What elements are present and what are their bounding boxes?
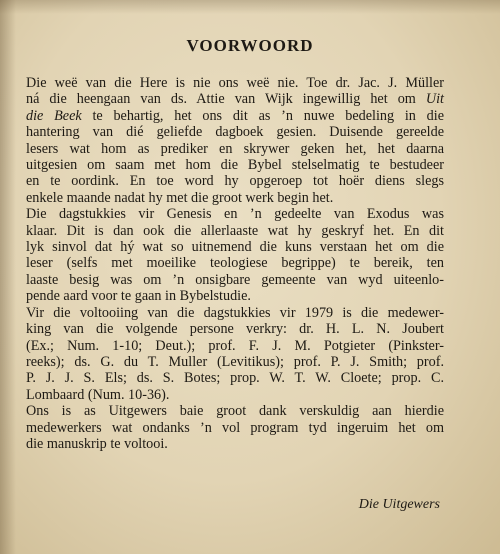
text-line: medewerkers wat ondanks ’n vol program tyd ingeruim het om xyxy=(26,419,444,436)
text-line: en te oordink. En toe word hy opgeroep tot hoër diens slegs xyxy=(26,173,444,190)
text-line: uitgesien om saam met hom die Bybel stelselmatig te bestudeer xyxy=(26,157,444,174)
text-line: Die weë van die Here is nie ons weë nie. Toe dr. Jac. J. Müller xyxy=(26,75,444,91)
text-line: laaste besig was om ’n onsigbare gemeente van wyd uiteenlo- xyxy=(26,271,444,288)
text-line: leser (selfs met moeilike teologiese begrippe) te bereik, ten xyxy=(26,255,444,272)
text-line: klaar. Dit is dan ook die allerlaaste wat hy geskryf het. En dit xyxy=(26,222,444,239)
foreword-text xyxy=(26,75,444,452)
page-gutter-shadow xyxy=(0,0,16,554)
text-line: die Beek te behartig, het ons dit as ’n nuwe bedeling in die xyxy=(26,107,444,124)
publisher-signature: Die Uitgewers xyxy=(358,497,440,512)
text-line: Lombaard (Num. 10-36). xyxy=(26,386,170,403)
text-line: enkele maande nadat hy met die groot werk begin het. xyxy=(26,189,334,206)
text-line: Ons is as Uitgewers baie groot dank verskuldig aan hierdie xyxy=(26,403,444,420)
text-line: reeks); ds. G. du T. Muller (Levitikus); prof. P. J. Smith; prof. xyxy=(26,353,444,370)
text-line: Die dagstukkies vir Genesis en ’n gedeelte van Exodus was xyxy=(26,206,444,223)
page-title: VOORWOORD xyxy=(186,36,314,55)
text-line: Vir die voltooiing van die dagstukkies vir 1979 is die medewer- xyxy=(26,304,444,321)
text-line: lesers wat hom as prediker en skrywer geken het, het daarna xyxy=(26,140,444,157)
text-line: lyk sinvol dat hý wat so uitnemend die kuns verstaan het om die xyxy=(26,239,444,256)
text-line: P. J. J. S. Els; ds. S. Botes; prop. W. T. W. Cloete; prop. C. xyxy=(26,370,444,387)
book-title-italic: die Beek xyxy=(26,107,82,124)
text-line: (Ex.; Num. 1-10; Deut.); prof. F. J. M. Potgieter (Pinkster- xyxy=(26,337,444,354)
text-line: king van die volgende persone verkry: dr. H. L. N. Joubert xyxy=(26,321,444,338)
book-title-italic: Uit xyxy=(425,91,444,108)
page-top-shadow xyxy=(0,0,500,14)
text-line: die manuskrip te voltooi. xyxy=(26,435,168,452)
text-line: pende aard voor te gaan in Bybelstudie. xyxy=(26,288,251,305)
text-line: hantering van dié geliefde dagboek gesien. Duisende gereelde xyxy=(26,124,444,141)
text-line: ná die heengaan van ds. Attie van Wijk ingewillig het om Uit xyxy=(26,91,444,108)
